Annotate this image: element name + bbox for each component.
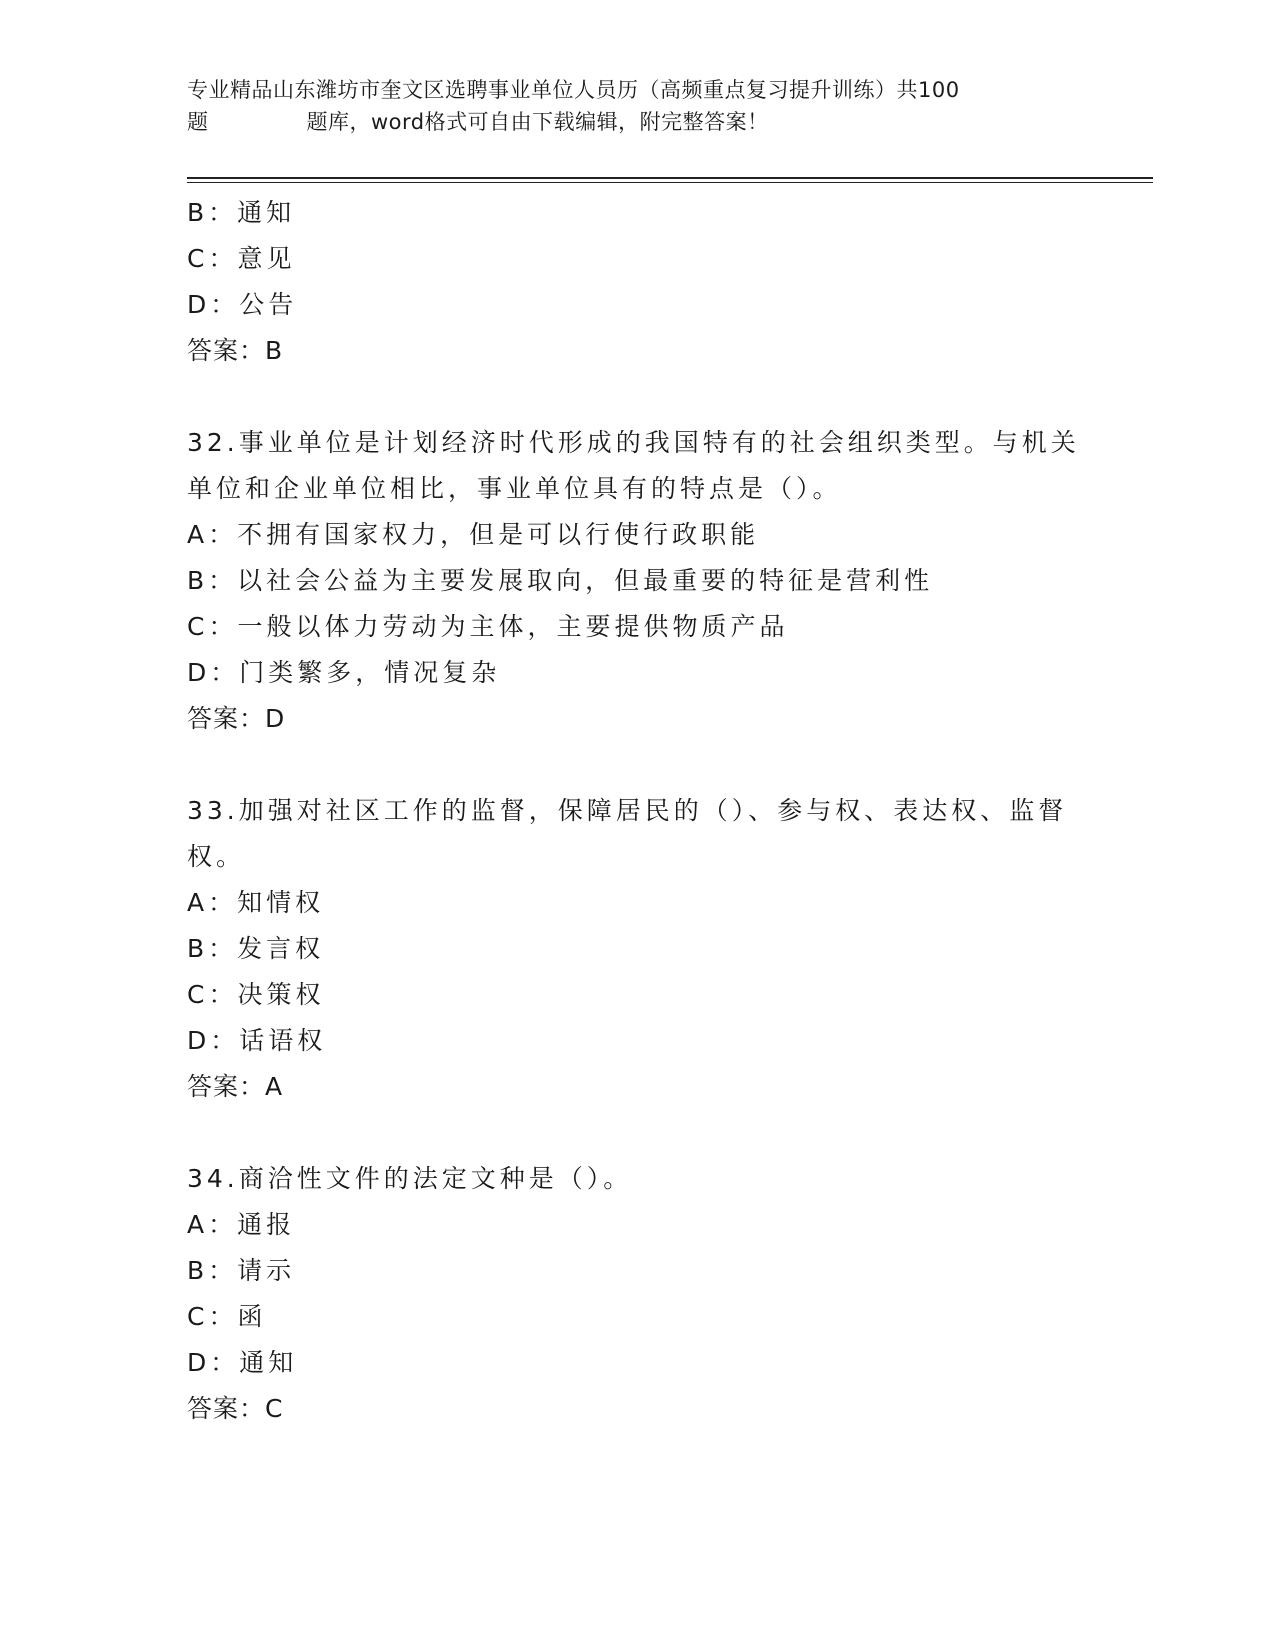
page-header [187,74,1087,138]
question-content [187,190,1087,1432]
option-d: D：通知 [187,1348,298,1377]
header-divider-thin [187,182,1153,183]
option-b: B：发言权 [187,934,325,963]
option-b: B：以社会公益为主要发展取向，但最重要的特征是营利性 [187,566,934,595]
header-divider-thick [187,177,1153,179]
option-d: D：话语权 [187,1026,327,1055]
option-b: B：请示 [187,1256,296,1285]
option-d: D：公告 [187,290,298,319]
option-d: D：门类繁多，情况复杂 [187,658,501,687]
option-c: C：意见 [187,244,296,273]
option-c: C：决策权 [187,980,325,1009]
question-32 [187,420,1087,742]
answer-line: 答案：D [187,704,286,733]
question-text-line1: 33.加强对社区工作的监督，保障居民的（）、参与权、表达权、监督 [187,796,1068,825]
question-text-line1: 34.商洽性文件的法定文种是（）。 [187,1164,633,1193]
option-a: A：不拥有国家权力，但是可以行使行政职能 [187,520,760,549]
header-title-line2 [187,106,1087,138]
option-c: C：函 [187,1302,267,1331]
question-34 [187,1156,1087,1432]
answer-line: 答案：C [187,1394,284,1423]
answer-line: 答案：A [187,1072,284,1101]
question-text-line1: 32.事业单位是计划经济时代形成的我国特有的社会组织类型。与机关 [187,428,1080,457]
header-title-line1: 专业精品山东潍坊市奎文区选聘事业单位人员历（高频重点复习提升训练）共100 [187,78,960,102]
question-33 [187,788,1087,1110]
question-text-line2: 权。 [187,842,246,871]
option-a: A：知情权 [187,888,325,917]
option-a: A：通报 [187,1210,296,1239]
answer-line: 答案：B [187,336,284,365]
option-c: C：一般以体力劳动为主体，主要提供物质产品 [187,612,789,641]
header-title-line2-end: 题库，word格式可自由下载编辑，附完整答案！ [306,110,769,134]
question-text-line2: 单位和企业单位相比，事业单位具有的特点是（）。 [187,474,842,503]
question-31-continued [187,190,1087,374]
header-title-line2-start: 题 [187,110,209,134]
option-b: B：通知 [187,198,296,227]
